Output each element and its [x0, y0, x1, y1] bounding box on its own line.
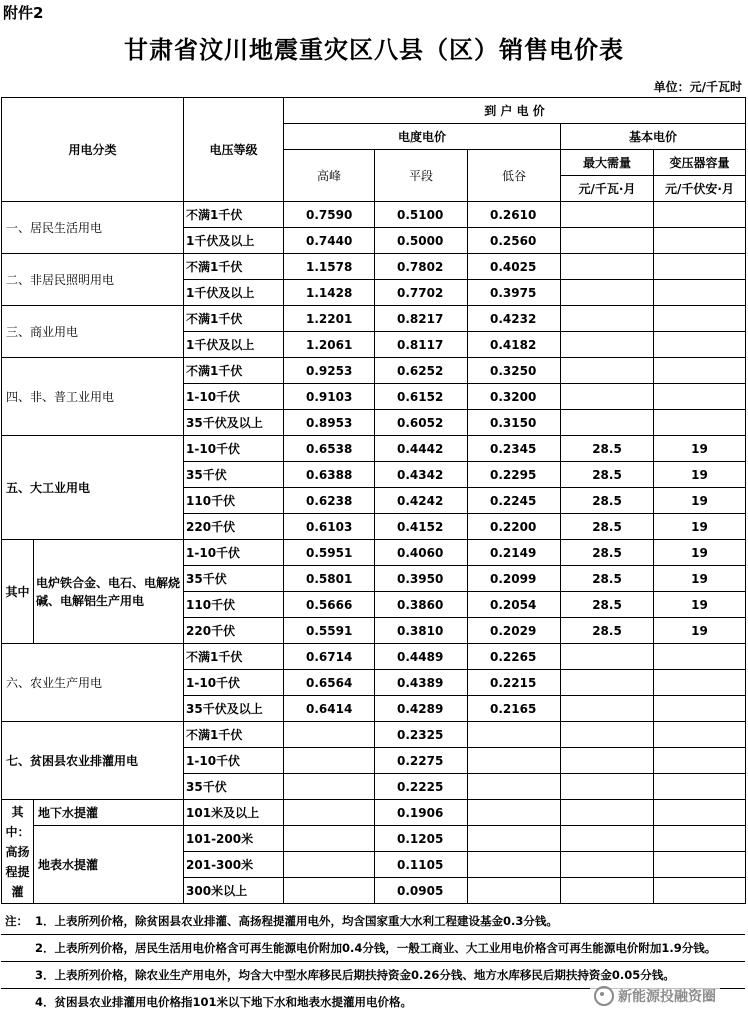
- valley-cell: 0.3200: [468, 384, 561, 410]
- valley-cell: [468, 878, 561, 904]
- note-text: 1．上表所列价格，除贫困县农业排灌、高扬程提灌用电外，均含国家重大水利工程建设基金0.3分钱。: [35, 914, 558, 928]
- valley-cell: 0.2099: [468, 566, 561, 592]
- transformer-cell: [654, 878, 746, 904]
- transformer-cell: 19: [654, 592, 746, 618]
- flat-cell: 0.7702: [375, 280, 468, 306]
- table-row: [2, 826, 746, 852]
- peak-cell: [284, 800, 375, 826]
- flat-cell: 0.5100: [375, 202, 468, 228]
- valley-cell: 0.2295: [468, 462, 561, 488]
- header-basic-price: 基本电价: [561, 124, 746, 150]
- voltage-cell: 不满1千伏: [184, 254, 284, 280]
- transformer-cell: [654, 852, 746, 878]
- voltage-cell: 1-10千伏: [184, 748, 284, 774]
- flat-cell: 0.3810: [375, 618, 468, 644]
- peak-cell: 0.5666: [284, 592, 375, 618]
- transformer-cell: [654, 358, 746, 384]
- max-demand-cell: 28.5: [561, 436, 654, 462]
- max-demand-cell: [561, 254, 654, 280]
- header-valley: 低谷: [468, 150, 561, 202]
- peak-cell: 0.6538: [284, 436, 375, 462]
- peak-cell: 1.2201: [284, 306, 375, 332]
- max-demand-cell: [561, 748, 654, 774]
- flat-cell: 0.4489: [375, 644, 468, 670]
- peak-cell: [284, 852, 375, 878]
- page-title: 甘肃省汶川地震重灾区八县（区）销售电价表: [124, 36, 624, 64]
- flat-cell: 0.2325: [375, 722, 468, 748]
- note-item: [1, 908, 745, 935]
- valley-cell: 0.2345: [468, 436, 561, 462]
- valley-cell: 0.2610: [468, 202, 561, 228]
- table-row: [2, 254, 746, 280]
- voltage-cell: 101-200米: [184, 826, 284, 852]
- peak-cell: 0.6714: [284, 644, 375, 670]
- flat-cell: 0.2225: [375, 774, 468, 800]
- voltage-cell: 1-10千伏: [184, 384, 284, 410]
- voltage-cell: 1千伏及以上: [184, 332, 284, 358]
- voltage-cell: 1-10千伏: [184, 670, 284, 696]
- max-demand-cell: 28.5: [561, 618, 654, 644]
- notes-label: 注：: [5, 914, 28, 928]
- transformer-cell: [654, 228, 746, 254]
- table-row: [2, 722, 746, 748]
- category-cell: 三、商业用电: [2, 306, 184, 358]
- flat-cell: 0.4152: [375, 514, 468, 540]
- valley-cell: [468, 722, 561, 748]
- flat-cell: 0.0905: [375, 878, 468, 904]
- voltage-cell: 不满1千伏: [184, 358, 284, 384]
- flat-cell: 0.2275: [375, 748, 468, 774]
- peak-cell: 1.1578: [284, 254, 375, 280]
- valley-cell: 0.3975: [468, 280, 561, 306]
- flat-cell: 0.4342: [375, 462, 468, 488]
- header-max-demand: 最大需量: [561, 150, 654, 176]
- peak-cell: 1.1428: [284, 280, 375, 306]
- table-row: [2, 358, 746, 384]
- max-demand-cell: 28.5: [561, 566, 654, 592]
- flat-cell: 0.1105: [375, 852, 468, 878]
- category-cell: 七、贫困县农业排灌用电: [2, 722, 184, 800]
- voltage-cell: 35千伏: [184, 566, 284, 592]
- valley-cell: 0.2215: [468, 670, 561, 696]
- flat-cell: 0.4242: [375, 488, 468, 514]
- max-demand-cell: [561, 878, 654, 904]
- peak-cell: 0.8953: [284, 410, 375, 436]
- max-demand-cell: [561, 800, 654, 826]
- max-demand-cell: [561, 306, 654, 332]
- flat-cell: 0.3860: [375, 592, 468, 618]
- header-max-demand-unit: 元/千瓦·月: [561, 176, 654, 202]
- transformer-cell: [654, 748, 746, 774]
- valley-cell: 0.2054: [468, 592, 561, 618]
- peak-cell: 0.5951: [284, 540, 375, 566]
- max-demand-cell: [561, 202, 654, 228]
- max-demand-cell: 28.5: [561, 514, 654, 540]
- transformer-cell: [654, 332, 746, 358]
- voltage-cell: 35千伏: [184, 774, 284, 800]
- valley-cell: [468, 826, 561, 852]
- header-energy-price: 电度电价: [284, 124, 561, 150]
- max-demand-cell: 28.5: [561, 540, 654, 566]
- max-demand-cell: [561, 696, 654, 722]
- note-text: 4．贫困县农业排灌用电价格指101米以下地下水和地表水提灌用电价格。: [35, 995, 413, 1009]
- note-item: [1, 935, 745, 962]
- note-text: 3．上表所列价格，除农业生产用电外，均含大中型水库移民后期扶持资金0.26分钱、地方水库移民后期扶持资金0.05分钱。: [35, 968, 675, 982]
- valley-cell: 0.3150: [468, 410, 561, 436]
- table-row: [2, 800, 746, 826]
- voltage-cell: 110千伏: [184, 488, 284, 514]
- max-demand-cell: [561, 722, 654, 748]
- header-transformer-unit: 元/千伏安·月: [654, 176, 746, 202]
- peak-cell: 0.6388: [284, 462, 375, 488]
- voltage-cell: 不满1千伏: [184, 722, 284, 748]
- valley-cell: [468, 800, 561, 826]
- peak-cell: 0.6564: [284, 670, 375, 696]
- valley-cell: 0.2560: [468, 228, 561, 254]
- flat-cell: 0.6052: [375, 410, 468, 436]
- category-cell: 地下水提灌: [34, 800, 184, 826]
- transformer-cell: [654, 774, 746, 800]
- voltage-cell: 101米及以上: [184, 800, 284, 826]
- valley-cell: 0.4025: [468, 254, 561, 280]
- transformer-cell: [654, 696, 746, 722]
- peak-cell: 0.5801: [284, 566, 375, 592]
- flat-cell: 0.4060: [375, 540, 468, 566]
- transformer-cell: 19: [654, 618, 746, 644]
- category-cell: 其中: [2, 540, 34, 644]
- category-cell: 一、居民生活用电: [2, 202, 184, 254]
- voltage-cell: 35千伏及以上: [184, 696, 284, 722]
- flat-cell: 0.1906: [375, 800, 468, 826]
- valley-cell: 0.2265: [468, 644, 561, 670]
- valley-cell: 0.2165: [468, 696, 561, 722]
- transformer-cell: [654, 306, 746, 332]
- transformer-cell: 19: [654, 436, 746, 462]
- peak-cell: [284, 826, 375, 852]
- category-cell: 五、大工业用电: [2, 436, 184, 540]
- max-demand-cell: [561, 332, 654, 358]
- category-cell: 二、非居民照明用电: [2, 254, 184, 306]
- transformer-cell: [654, 254, 746, 280]
- voltage-cell: 不满1千伏: [184, 306, 284, 332]
- max-demand-cell: 28.5: [561, 592, 654, 618]
- valley-cell: 0.4182: [468, 332, 561, 358]
- transformer-cell: 19: [654, 488, 746, 514]
- max-demand-cell: [561, 826, 654, 852]
- transformer-cell: [654, 384, 746, 410]
- table-row: [2, 306, 746, 332]
- flat-cell: 0.8117: [375, 332, 468, 358]
- valley-cell: [468, 748, 561, 774]
- peak-cell: [284, 878, 375, 904]
- transformer-cell: [654, 670, 746, 696]
- note-text: 2．上表所列价格，居民生活用电价格含可再生能源电价附加0.4分钱，一般工商业、大工业用电价格含可再生能源电价附加1.9分钱。: [35, 941, 717, 955]
- peak-cell: 0.6103: [284, 514, 375, 540]
- transformer-cell: [654, 202, 746, 228]
- valley-cell: 0.2149: [468, 540, 561, 566]
- transformer-cell: 19: [654, 514, 746, 540]
- valley-cell: 0.2245: [468, 488, 561, 514]
- flat-cell: 0.8217: [375, 306, 468, 332]
- peak-cell: 0.7440: [284, 228, 375, 254]
- max-demand-cell: [561, 670, 654, 696]
- max-demand-cell: [561, 384, 654, 410]
- max-demand-cell: [561, 228, 654, 254]
- header-to-household: 到 户 电 价: [284, 98, 746, 124]
- peak-cell: 0.9253: [284, 358, 375, 384]
- peak-cell: 0.9103: [284, 384, 375, 410]
- voltage-cell: 1-10千伏: [184, 540, 284, 566]
- unit-label: 单位：元/千瓦时: [653, 80, 742, 94]
- header-voltage: 电压等级: [184, 98, 284, 202]
- voltage-cell: 35千伏: [184, 462, 284, 488]
- category-cell: 电炉铁合金、电石、电解烧碱、电解铝生产用电: [34, 540, 184, 644]
- table-row: [2, 644, 746, 670]
- valley-cell: [468, 774, 561, 800]
- max-demand-cell: [561, 774, 654, 800]
- category-cell: 六、农业生产用电: [2, 644, 184, 722]
- voltage-cell: 1-10千伏: [184, 436, 284, 462]
- table-row: [2, 540, 746, 566]
- peak-cell: 0.6414: [284, 696, 375, 722]
- transformer-cell: 19: [654, 462, 746, 488]
- category-cell: 其中：高扬程提灌: [2, 800, 34, 904]
- attachment-label: 附件2: [3, 4, 44, 22]
- peak-cell: 0.5591: [284, 618, 375, 644]
- peak-cell: 0.6238: [284, 488, 375, 514]
- flat-cell: 0.5000: [375, 228, 468, 254]
- transformer-cell: 19: [654, 566, 746, 592]
- price-table: [1, 97, 746, 904]
- voltage-cell: 不满1千伏: [184, 644, 284, 670]
- peak-cell: [284, 748, 375, 774]
- transformer-cell: [654, 410, 746, 436]
- max-demand-cell: [561, 644, 654, 670]
- table-row: [2, 436, 746, 462]
- transformer-cell: [654, 722, 746, 748]
- max-demand-cell: [561, 358, 654, 384]
- voltage-cell: 35千伏及以上: [184, 410, 284, 436]
- peak-cell: [284, 722, 375, 748]
- voltage-cell: 300米以上: [184, 878, 284, 904]
- valley-cell: 0.2200: [468, 514, 561, 540]
- voltage-cell: 110千伏: [184, 592, 284, 618]
- category-cell: 四、非、普工业用电: [2, 358, 184, 436]
- flat-cell: 0.4389: [375, 670, 468, 696]
- transformer-cell: [654, 826, 746, 852]
- category-cell: 地表水提灌: [34, 826, 184, 904]
- voltage-cell: 1千伏及以上: [184, 280, 284, 306]
- voltage-cell: 220千伏: [184, 514, 284, 540]
- transformer-cell: [654, 280, 746, 306]
- flat-cell: 0.4442: [375, 436, 468, 462]
- max-demand-cell: 28.5: [561, 488, 654, 514]
- peak-cell: 0.7590: [284, 202, 375, 228]
- valley-cell: [468, 852, 561, 878]
- table-row: [2, 202, 746, 228]
- header-transformer: 变压器容量: [654, 150, 746, 176]
- header-flat: 平段: [375, 150, 468, 202]
- max-demand-cell: [561, 280, 654, 306]
- flat-cell: 0.6152: [375, 384, 468, 410]
- voltage-cell: 不满1千伏: [184, 202, 284, 228]
- flat-cell: 0.7802: [375, 254, 468, 280]
- peak-cell: 1.2061: [284, 332, 375, 358]
- voltage-cell: 201-300米: [184, 852, 284, 878]
- voltage-cell: 220千伏: [184, 618, 284, 644]
- watermark-text: 新能源投融资圈: [618, 989, 716, 1005]
- voltage-cell: 1千伏及以上: [184, 228, 284, 254]
- header-category: 用电分类: [2, 98, 184, 202]
- wechat-icon: [594, 986, 614, 1006]
- flat-cell: 0.1205: [375, 826, 468, 852]
- valley-cell: 0.2029: [468, 618, 561, 644]
- watermark: [590, 985, 720, 1007]
- flat-cell: 0.6252: [375, 358, 468, 384]
- flat-cell: 0.4289: [375, 696, 468, 722]
- max-demand-cell: [561, 852, 654, 878]
- header-peak: 高峰: [284, 150, 375, 202]
- peak-cell: [284, 774, 375, 800]
- max-demand-cell: [561, 410, 654, 436]
- transformer-cell: 19: [654, 540, 746, 566]
- transformer-cell: [654, 800, 746, 826]
- max-demand-cell: 28.5: [561, 462, 654, 488]
- valley-cell: 0.4232: [468, 306, 561, 332]
- valley-cell: 0.3250: [468, 358, 561, 384]
- flat-cell: 0.3950: [375, 566, 468, 592]
- transformer-cell: [654, 644, 746, 670]
